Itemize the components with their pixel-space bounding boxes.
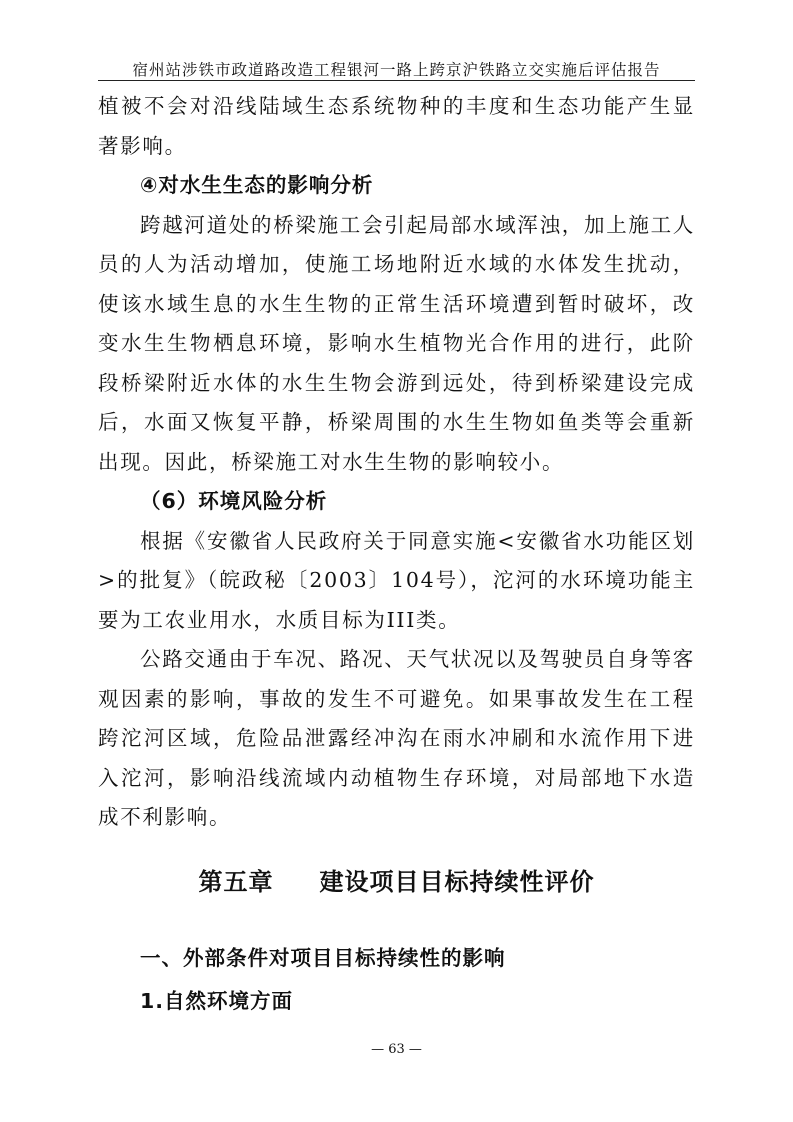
heading-environmental-risk: （6）环境风险分析 [140, 489, 328, 513]
page-number: — 63 — [371, 1042, 422, 1057]
subsection-heading: 1.自然环境方面 [140, 988, 294, 1013]
paragraph-water-ecology: 跨越河道处的桥梁施工会引起局部水域浑浊，加上施工人员的人为活动增加，使施工场地附近水域的水体发生扰动，使该水域生息的水生生物的正常生活环境遭到暂时破坏，改变水生生物栖息环境，影响水生植物光合作用的进行，此阶段桥梁附近水体的水生生物会游到远处，待到桥梁建设完成后，水面又恢复平静，桥梁周围的水生生物如鱼类等会重新出现。因此，桥梁施工对水生生物的影响较小。 [98, 212, 695, 474]
paragraph-accident-risk: 公路交通由于车况、路况、天气状况以及驾驶员自身等客观因素的影响，事故的发生不可避免。如果事故发生在工程跨沱河区域，危险品泄露经冲沟在雨水冲刷和水流作用下进入沱河，影响沿线流域内动植物生存环境，对局部地下水造成不利影响。 [98, 647, 695, 829]
heading-water-ecology: ④对水生生态的影响分析 [140, 173, 374, 197]
paragraph-water-function: 根据《安徽省人民政府关于同意实施<安徽省水功能区划>的批复》（皖政秘〔2003〕104号），沱河的水环境功能主要为工农业用水，水质目标为III类。 [98, 528, 695, 632]
section-heading: 一、外部条件对项目目标持续性的影响 [140, 945, 506, 970]
running-header: 宿州站涉铁市政道路改造工程银河一路上跨京沪铁路立交实施后评估报告 [132, 61, 661, 79]
page-content [98, 87, 695, 1023]
paragraph-vegetation: 植被不会对沿线陆域生态系统物种的丰度和生态功能产生显著影响。 [98, 94, 695, 158]
header-rule [98, 80, 695, 81]
chapter-title [98, 862, 695, 897]
chapter-name: 建设项目目标持续性评价 [319, 866, 595, 896]
chapter-number: 第五章 [198, 866, 274, 896]
